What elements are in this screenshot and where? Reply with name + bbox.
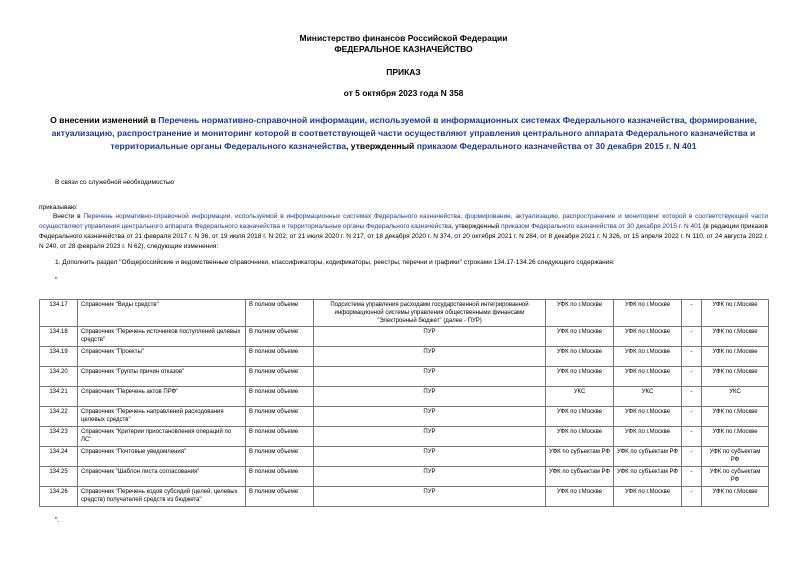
cell-row-number: 134.21 [40, 387, 78, 407]
heading-link-list[interactable]: Перечень нормативно-справочной информации, используемой в информационных системах Федерального казначейства, формирование, актуализацию, распространение и мониторинг которой в соответствующей части осуществляют управления центрального аппарата Федерального казначейства и территориальные органы Федерального казначейства [51, 115, 757, 151]
cell-responsible-formation: УФК по г.Москве [546, 407, 614, 427]
cell-scope: В полном объеме [246, 367, 314, 387]
cell-responsible-monitoring: УФК по г.Москве [702, 347, 769, 367]
cell-scope: В полном объеме [246, 347, 314, 367]
cell-scope: В полном объеме [246, 407, 314, 427]
cell-directory-name: Справочник "Группы причин отказов" [78, 367, 246, 387]
cell-row-number: 134.26 [40, 487, 78, 507]
intro-middle: , утвержденный [451, 223, 502, 230]
intro-amendments: (в редакции приказов Федерального казначейства от 21 февраля 2017 г. N 36, от 19 июля 2018 г. N 202, от 21 июля 2020 г. N 217, от 18 декабря 2020 г. N 374, от 20 октября 2021 г. N 284, от 8 декабря 2021 г. N 326, от 15 апреля 2022 г. N 110, от 24 августа 2022 г. N 240, от 28 февраля 2023 г. N 62), следующие изменения: [39, 223, 768, 250]
table-row [40, 347, 769, 367]
cell-information-system: ПУР [314, 347, 546, 367]
cell-responsible-distribution: - [682, 327, 702, 347]
treasury-name: ФЕДЕРАЛЬНОЕ КАЗНАЧЕЙСТВО [334, 44, 473, 54]
cell-responsible-actualization: УФК по г.Москве [614, 300, 682, 327]
cell-directory-name: Справочник "Проекты" [78, 347, 246, 367]
cell-scope: В полном объеме [246, 487, 314, 507]
item-1-text: 1. Дополнить раздел "Общероссийские и ведомственные справочники, классификаторы, кодификаторы, реестры, перечни и графики" строками 134.17-134.26 следующего содержания: [55, 259, 615, 266]
cell-row-number: 134.24 [40, 447, 78, 467]
cell-responsible-actualization: УФК по г.Москве [614, 367, 682, 387]
document-heading [40, 114, 767, 153]
cell-row-number: 134.23 [40, 427, 78, 447]
heading-middle: , утвержденный [346, 141, 417, 151]
cell-scope: В полном объеме [246, 387, 314, 407]
cell-responsible-monitoring: УФК по г.Москве [702, 367, 769, 387]
table-row [40, 447, 769, 467]
cell-information-system: ПУР [314, 327, 546, 347]
table-row [40, 327, 769, 347]
heading-link-order[interactable]: приказом Федерального казначейства от 30 декабря 2015 г. N 401 [416, 141, 697, 151]
cell-scope: В полном объеме [246, 300, 314, 327]
cell-responsible-actualization: УФК по субъектам РФ [614, 467, 682, 487]
table-row [40, 487, 769, 507]
cell-responsible-monitoring: УФК по г.Москве [702, 300, 769, 327]
cell-responsible-distribution: - [682, 347, 702, 367]
nsi-table [39, 299, 769, 507]
cell-responsible-distribution: - [682, 467, 702, 487]
intro-link-list[interactable]: Перечень нормативно-справочной информации, используемой в информационных системах Федерального казначейства, формирование, актуализацию, распространение и мониторинг которой в соответствующей части осуществляют управления центрального аппарата Федерального казначейства и территориальные органы Федерального казначейства [39, 213, 769, 230]
cell-directory-name: Справочник "Перечень направлений расходования целевых средств" [78, 407, 246, 427]
table-row [40, 467, 769, 487]
cell-directory-name: Справочник "Перечень кодов субсидий (целей, целевых средств) получателей средств из бюджета" [78, 487, 246, 507]
intro-link-order[interactable]: приказом Федерального казначейства от 30 декабря 2015 г. N 401 [501, 223, 702, 230]
cell-scope: В полном объеме [246, 427, 314, 447]
cell-responsible-distribution: - [682, 387, 702, 407]
cell-row-number: 134.22 [40, 407, 78, 427]
cell-responsible-formation: УФК по г.Москве [546, 327, 614, 347]
cell-responsible-formation: УКС [546, 387, 614, 407]
cell-row-number: 134.17 [40, 300, 78, 327]
cell-information-system: ПУР [314, 487, 546, 507]
table-row [40, 367, 769, 387]
cell-row-number: 134.25 [40, 467, 78, 487]
cell-responsible-formation: УФК по г.Москве [546, 487, 614, 507]
cell-row-number: 134.18 [40, 327, 78, 347]
intro-paragraph [39, 212, 768, 252]
cell-responsible-distribution: - [682, 367, 702, 387]
cell-responsible-formation: УФК по г.Москве [546, 367, 614, 387]
cell-responsible-actualization: УФК по субъектам РФ [614, 447, 682, 467]
cell-scope: В полном объеме [246, 467, 314, 487]
cell-responsible-distribution: - [682, 407, 702, 427]
table-row [40, 407, 769, 427]
quote-open: " [55, 277, 58, 284]
intro-prefix: Внести в [52, 213, 84, 220]
cell-directory-name: Справочник "Перечень источников поступлений целевых средств" [78, 327, 246, 347]
cell-directory-name: Справочник "Почтовые уведомления" [78, 447, 246, 467]
cell-responsible-distribution: - [682, 487, 702, 507]
cell-responsible-actualization: УФК по г.Москве [614, 487, 682, 507]
cell-directory-name: Справочник "Виды средств" [78, 300, 246, 327]
cell-scope: В полном объеме [246, 327, 314, 347]
cell-information-system: ПУР [314, 427, 546, 447]
cell-responsible-distribution: - [682, 300, 702, 327]
cell-responsible-formation: УФК по г.Москве [546, 347, 614, 367]
cell-responsible-distribution: - [682, 447, 702, 467]
cell-responsible-monitoring: УФК по г.Москве [702, 407, 769, 427]
cell-responsible-monitoring: УКС [702, 387, 769, 407]
cell-scope: В полном объеме [246, 447, 314, 467]
cell-directory-name: Справочник "Критерии приостановления операций по ЛС" [78, 427, 246, 447]
cell-information-system: ПУР [314, 367, 546, 387]
cell-responsible-formation: УФК по субъектам РФ [546, 447, 614, 467]
cell-responsible-monitoring: УФК по г.Москве [702, 327, 769, 347]
cell-responsible-monitoring: УФК по субъектам РФ [702, 447, 769, 467]
cell-responsible-actualization: УФК по г.Москве [614, 327, 682, 347]
table-row [40, 427, 769, 447]
cell-directory-name: Справочник "Шаблон листа согласования" [78, 467, 246, 487]
cell-responsible-actualization: УФК по г.Москве [614, 347, 682, 367]
document-date: от 5 октября 2023 года N 358 [343, 88, 464, 98]
cell-information-system: Подсистема управления расходами государственной интегрированной информационной системы управления общественными финансами "Электронный бюджет" (далее - ПУР) [314, 300, 546, 327]
cell-information-system: ПУР [314, 387, 546, 407]
cell-row-number: 134.20 [40, 367, 78, 387]
cell-responsible-formation: УФК по субъектам РФ [546, 467, 614, 487]
cell-information-system: ПУР [314, 467, 546, 487]
quote-close: ". [55, 517, 60, 524]
cell-directory-name: Справочник "Перечень актов ПРФ" [78, 387, 246, 407]
cell-responsible-monitoring: УФК по г.Москве [702, 487, 769, 507]
cell-responsible-formation: УФК по г.Москве [546, 427, 614, 447]
order-word: приказываю: [39, 204, 78, 211]
basis-text: В связи со служебной необходимостью [55, 179, 175, 186]
cell-responsible-actualization: УКС [614, 387, 682, 407]
cell-responsible-formation: УФК по г.Москве [546, 300, 614, 327]
ministry-name: Министерство финансов Российской Федерации [299, 33, 508, 43]
cell-row-number: 134.19 [40, 347, 78, 367]
cell-responsible-monitoring: УФК по субъектам РФ [702, 467, 769, 487]
document-type: ПРИКАЗ [386, 67, 421, 77]
cell-responsible-distribution: - [682, 427, 702, 447]
cell-responsible-actualization: УФК по г.Москве [614, 407, 682, 427]
cell-information-system: ПУР [314, 447, 546, 467]
table-row [40, 300, 769, 327]
heading-prefix: О внесении изменений в [50, 115, 159, 125]
cell-information-system: ПУР [314, 407, 546, 427]
table-row [40, 387, 769, 407]
cell-responsible-monitoring: УФК по г.Москве [702, 427, 769, 447]
cell-responsible-actualization: УФК по г.Москве [614, 427, 682, 447]
